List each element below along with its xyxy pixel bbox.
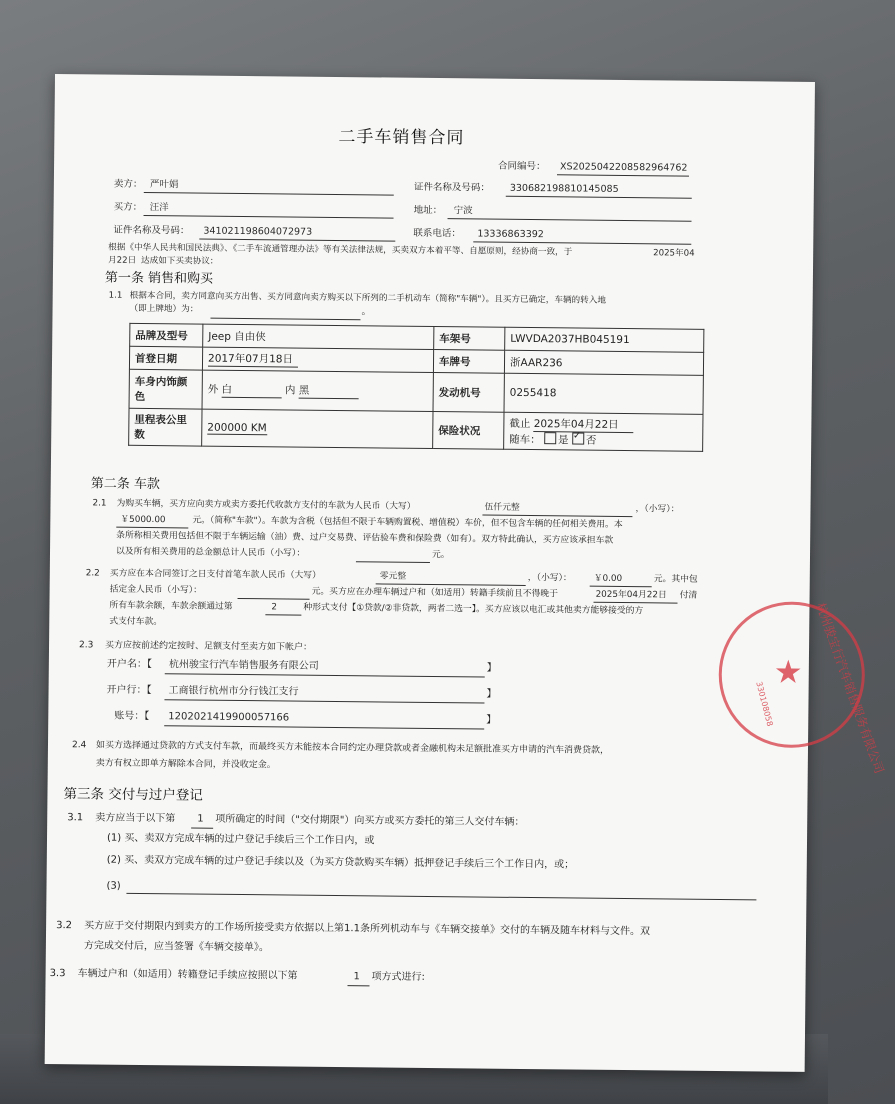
seller-id: 330682198810145085 xyxy=(509,182,619,195)
bank-acct-line xyxy=(164,725,484,729)
art3-1-opt3-line xyxy=(126,893,756,901)
art2-2-method: 2 xyxy=(271,602,278,613)
contract-no-label: 合同编号： xyxy=(498,160,546,173)
insurance-until-row xyxy=(509,415,697,433)
art2-1-amount-cn: 伍仟元整 xyxy=(484,502,520,513)
art3-1-opt2: (2) 买、卖双方完成车辆的过户登记手续以及（为买方贷款购买车辆）抵押登记手续后三个工作日内，或； xyxy=(106,854,575,871)
contract-paper xyxy=(45,74,887,1072)
art2-2-date-line xyxy=(594,602,678,604)
reg-date-value: 2017年07月18日 xyxy=(208,351,298,368)
art2-2-deposit-line xyxy=(238,598,310,600)
art2-1-c: 条所称相关费用包括但不限于车辆运输（油）费、过户交易费、评估验车费和保险费（如有）。双方特此确认，买方应该承担车款 xyxy=(116,530,614,546)
art2-3-a: 买方应按前述约定按时、足额支付至卖方如下帐户： xyxy=(104,640,313,653)
with-car-row xyxy=(509,431,697,448)
mileage-label: 里程表公里数 xyxy=(129,408,202,446)
art2-1-num: 2.1 xyxy=(92,498,107,509)
seller-id-line xyxy=(506,196,692,199)
seal-text: 杭州骏宝行汽车销售服务有限公司 xyxy=(813,600,887,776)
bank-branch-label: 开户行：【 xyxy=(106,684,152,697)
art2-2-c: 所有车款余额，车款余额通过第 xyxy=(109,600,233,612)
art3-1-num: 3.1 xyxy=(67,812,84,824)
insurance-until-label: 截止 xyxy=(509,417,531,430)
art2-2-amount-cn-line xyxy=(376,583,526,586)
outer-label: 外 xyxy=(207,383,219,396)
buyer-id: 341021198604072973 xyxy=(203,225,313,238)
art2-2-b-end: 付清 xyxy=(679,590,698,601)
seller-name: 严叶娟 xyxy=(149,179,179,191)
art2-2-num: 2.2 xyxy=(85,568,100,579)
art2-1-b: 元。（简称"车款"）。车款为含税（包括但不限于车辆购置税、增值税）车价，但不包含车辆的任何相关费用。本 xyxy=(192,515,623,530)
seller-id-label: 证件名称及号码： xyxy=(413,181,490,194)
art2-1-amount-line xyxy=(116,527,188,529)
art3-1-choice: 1 xyxy=(197,813,204,825)
art2-2-c-end: 种形式支付【①贷款/②非贷款，两者二选一】。买方应该以电汇或其他卖方能够接受的方 xyxy=(303,602,644,617)
art3-2-a: 买方应于交付期限内到卖方的工作场所接受卖方依据以上第1.1条所列机动车与《车辆交接单》交付的车辆及随车材料与文件。双 xyxy=(84,920,651,938)
bank-name-close: 】 xyxy=(486,662,497,674)
article-3-title: 第三条 交付与过户登记 xyxy=(63,786,203,804)
art2-1-total-line xyxy=(356,561,430,563)
art3-1-opt1: (1) 买、卖双方完成车辆的过户登记手续后三个工作日内，或 xyxy=(106,832,375,847)
brand-value: Jeep 自由侠 xyxy=(203,324,434,349)
bank-name-label: 开户名：【 xyxy=(106,658,152,671)
mileage-unit: KM xyxy=(250,421,267,434)
engine-label: 发动机号 xyxy=(433,372,504,412)
art2-1-d: 以及所有相关费用的总金额总计人民币（小写）： xyxy=(115,546,306,559)
art3-3-num: 3.3 xyxy=(49,968,66,980)
inner-label: 内 xyxy=(284,384,296,397)
art2-2-amount: ￥0.00 xyxy=(593,573,623,584)
article-2-title: 第二条 车款 xyxy=(90,476,160,493)
art2-2-d: 式支付车款。 xyxy=(109,616,163,628)
art3-3-a-end: 项方式进行: xyxy=(371,971,426,983)
no-checkbox[interactable] xyxy=(572,432,584,444)
art2-1-amount-cn-line xyxy=(482,515,632,518)
bank-branch-line xyxy=(164,699,484,703)
art2-2-date: 2025年04月22日 xyxy=(595,589,667,601)
yes-label: 是 xyxy=(557,433,569,446)
preamble-date-b: 月22日 xyxy=(108,255,137,266)
art2-2-a: 买方应在本合同签订之日支付首笔车款人民币（大写） xyxy=(109,568,321,581)
art3-1-opt3: (3) xyxy=(106,880,121,892)
brand-label: 品牌及型号 xyxy=(130,323,203,347)
seller-line xyxy=(144,192,394,196)
company-seal xyxy=(718,600,887,776)
reg-date-label: 首登日期 xyxy=(129,346,202,370)
vehicle-info-table xyxy=(128,323,704,452)
phone-line xyxy=(473,241,691,244)
art2-4-a: 如买方选择通过贷款的方式支付车款，而最终买方未能按本合同约定办理贷款或者金融机构未足额批准买方申请的汽车消费贷款， xyxy=(95,740,610,756)
art2-3-num: 2.3 xyxy=(78,640,94,651)
art3-3-choice-line xyxy=(347,985,369,986)
art1-1-text-a: 根据本合同，卖方同意向买方出售、买方同意向卖方购买以下所列的二手机动车（简称"车辆"）。且买方已确定，车辆的转入地 xyxy=(129,290,606,306)
art1-1-num: 1.1 xyxy=(108,290,123,301)
mileage-number: 200000 xyxy=(207,421,248,434)
seal-number: 330108058 xyxy=(754,680,775,728)
insurance-cell xyxy=(504,412,703,451)
bank-acct-close: 】 xyxy=(486,714,497,726)
phone: 13336863392 xyxy=(477,228,544,241)
art2-2-a-end: 元。其中包 xyxy=(653,574,698,585)
art3-2-num: 3.2 xyxy=(56,920,73,932)
yes-checkbox[interactable] xyxy=(544,432,556,444)
insurance-until: 2025年04月22日 xyxy=(534,416,634,433)
no-label: 否 xyxy=(585,434,597,447)
bank-branch: 工商银行杭州市分行钱江支行 xyxy=(168,685,299,698)
insurance-label: 保险状况 xyxy=(433,411,504,449)
bank-name: 杭州骏宝行汽车销售服务有限公司 xyxy=(168,659,319,672)
preamble-text-b: 达成如下买卖协议： xyxy=(141,255,219,267)
buyer-id-line xyxy=(199,239,395,242)
bank-branch-close: 】 xyxy=(486,688,497,700)
color-cell xyxy=(202,370,433,411)
art2-2-b: 括定金人民币（小写）： xyxy=(109,584,203,596)
with-car-label: 随车： xyxy=(509,433,541,446)
art1-1-text-b: （即上牌地）为： xyxy=(129,303,199,315)
reg-date-cell xyxy=(202,347,433,372)
mileage-value xyxy=(207,421,267,435)
engine-value: 0255418 xyxy=(504,373,703,414)
phone-label: 联系电话： xyxy=(413,227,461,240)
art2-1-a: 为购买车辆，买方应向卖方或卖方委托代收款方支付的车款为人民币（大写） xyxy=(116,498,416,512)
art2-2-method-line xyxy=(265,614,301,615)
art1-1-line xyxy=(210,318,360,321)
mileage-cell xyxy=(202,409,433,448)
article-1-title: 第一条 销售和购买 xyxy=(104,270,214,287)
seller-label: 卖方： xyxy=(113,178,143,190)
art2-2-small-label: ，（小写）： xyxy=(527,572,572,584)
outer-value: 白 xyxy=(221,382,281,399)
color-label: 车身内饰颜色 xyxy=(129,369,202,409)
art3-3-a: 车辆过户和（如适用）转籍登记手续应按照以下第 xyxy=(77,968,298,982)
art2-1-d-end: 元。 xyxy=(431,549,450,561)
art3-2-b: 方完成交付后，应当签署《车辆交接单》。 xyxy=(83,940,269,954)
buyer-addr-line xyxy=(448,218,692,222)
table-row xyxy=(129,408,703,451)
bank-name-line xyxy=(165,673,485,677)
vin-value: LWVDA2037HB045191 xyxy=(505,327,704,352)
art2-4-num: 2.4 xyxy=(71,740,87,751)
seal-star-icon: ★ xyxy=(773,652,803,691)
contract-no-line xyxy=(557,174,689,176)
bank-acct-label: 账号：【 xyxy=(114,710,150,723)
art2-1-small-label: ，（小写）： xyxy=(635,504,680,515)
plate-label: 车牌号 xyxy=(433,350,504,374)
art2-2-amount-line xyxy=(590,586,652,588)
art1-1-end: 。 xyxy=(361,306,372,318)
inner-value: 黑 xyxy=(299,383,359,400)
contract-title: 二手车销售合同 xyxy=(338,126,465,149)
art3-1-a: 卖方应当于以下第 xyxy=(95,812,176,825)
buyer-id-label: 证件名称及号码： xyxy=(113,224,190,237)
table-row xyxy=(129,369,703,414)
art2-4-b: 卖方有权立即单方解除本合同，并没收定金。 xyxy=(95,758,276,771)
preamble-text: 根据《中华人民共和国民法典》、《二手车流通管理办法》等有关法律法规，买卖双方本着平等、自愿原则，经协商一致，于 xyxy=(108,242,573,258)
preamble-date-a: 2025年04 xyxy=(653,248,695,259)
art2-2-amount-cn: 零元整 xyxy=(379,571,407,582)
contract-no: XS2025042208582964762 xyxy=(560,161,688,174)
buyer-addr-label: 地址： xyxy=(413,204,443,217)
plate-value: 浙AAR236 xyxy=(504,350,703,375)
art2-1-amount: ￥5000.00 xyxy=(120,514,166,526)
buyer-name: 汪洋 xyxy=(149,202,169,214)
bank-acct: 1202021419900057166 xyxy=(168,711,290,724)
buyer-label: 买方： xyxy=(113,201,143,213)
art2-2-b-mid: 元。买方应在办理车辆过户和（如适用）转籍手续前且不得晚于 xyxy=(311,586,558,600)
art3-3-choice: 1 xyxy=(353,971,361,983)
art3-1-choice-line xyxy=(191,827,213,828)
buyer-addr: 宁波 xyxy=(453,205,473,217)
buyer-line xyxy=(144,215,394,219)
vin-label: 车架号 xyxy=(434,327,505,351)
art3-1-a-end: 项所确定的时间（"交付期限"）向买方或买方委托的第三人交付车辆： xyxy=(215,813,525,828)
